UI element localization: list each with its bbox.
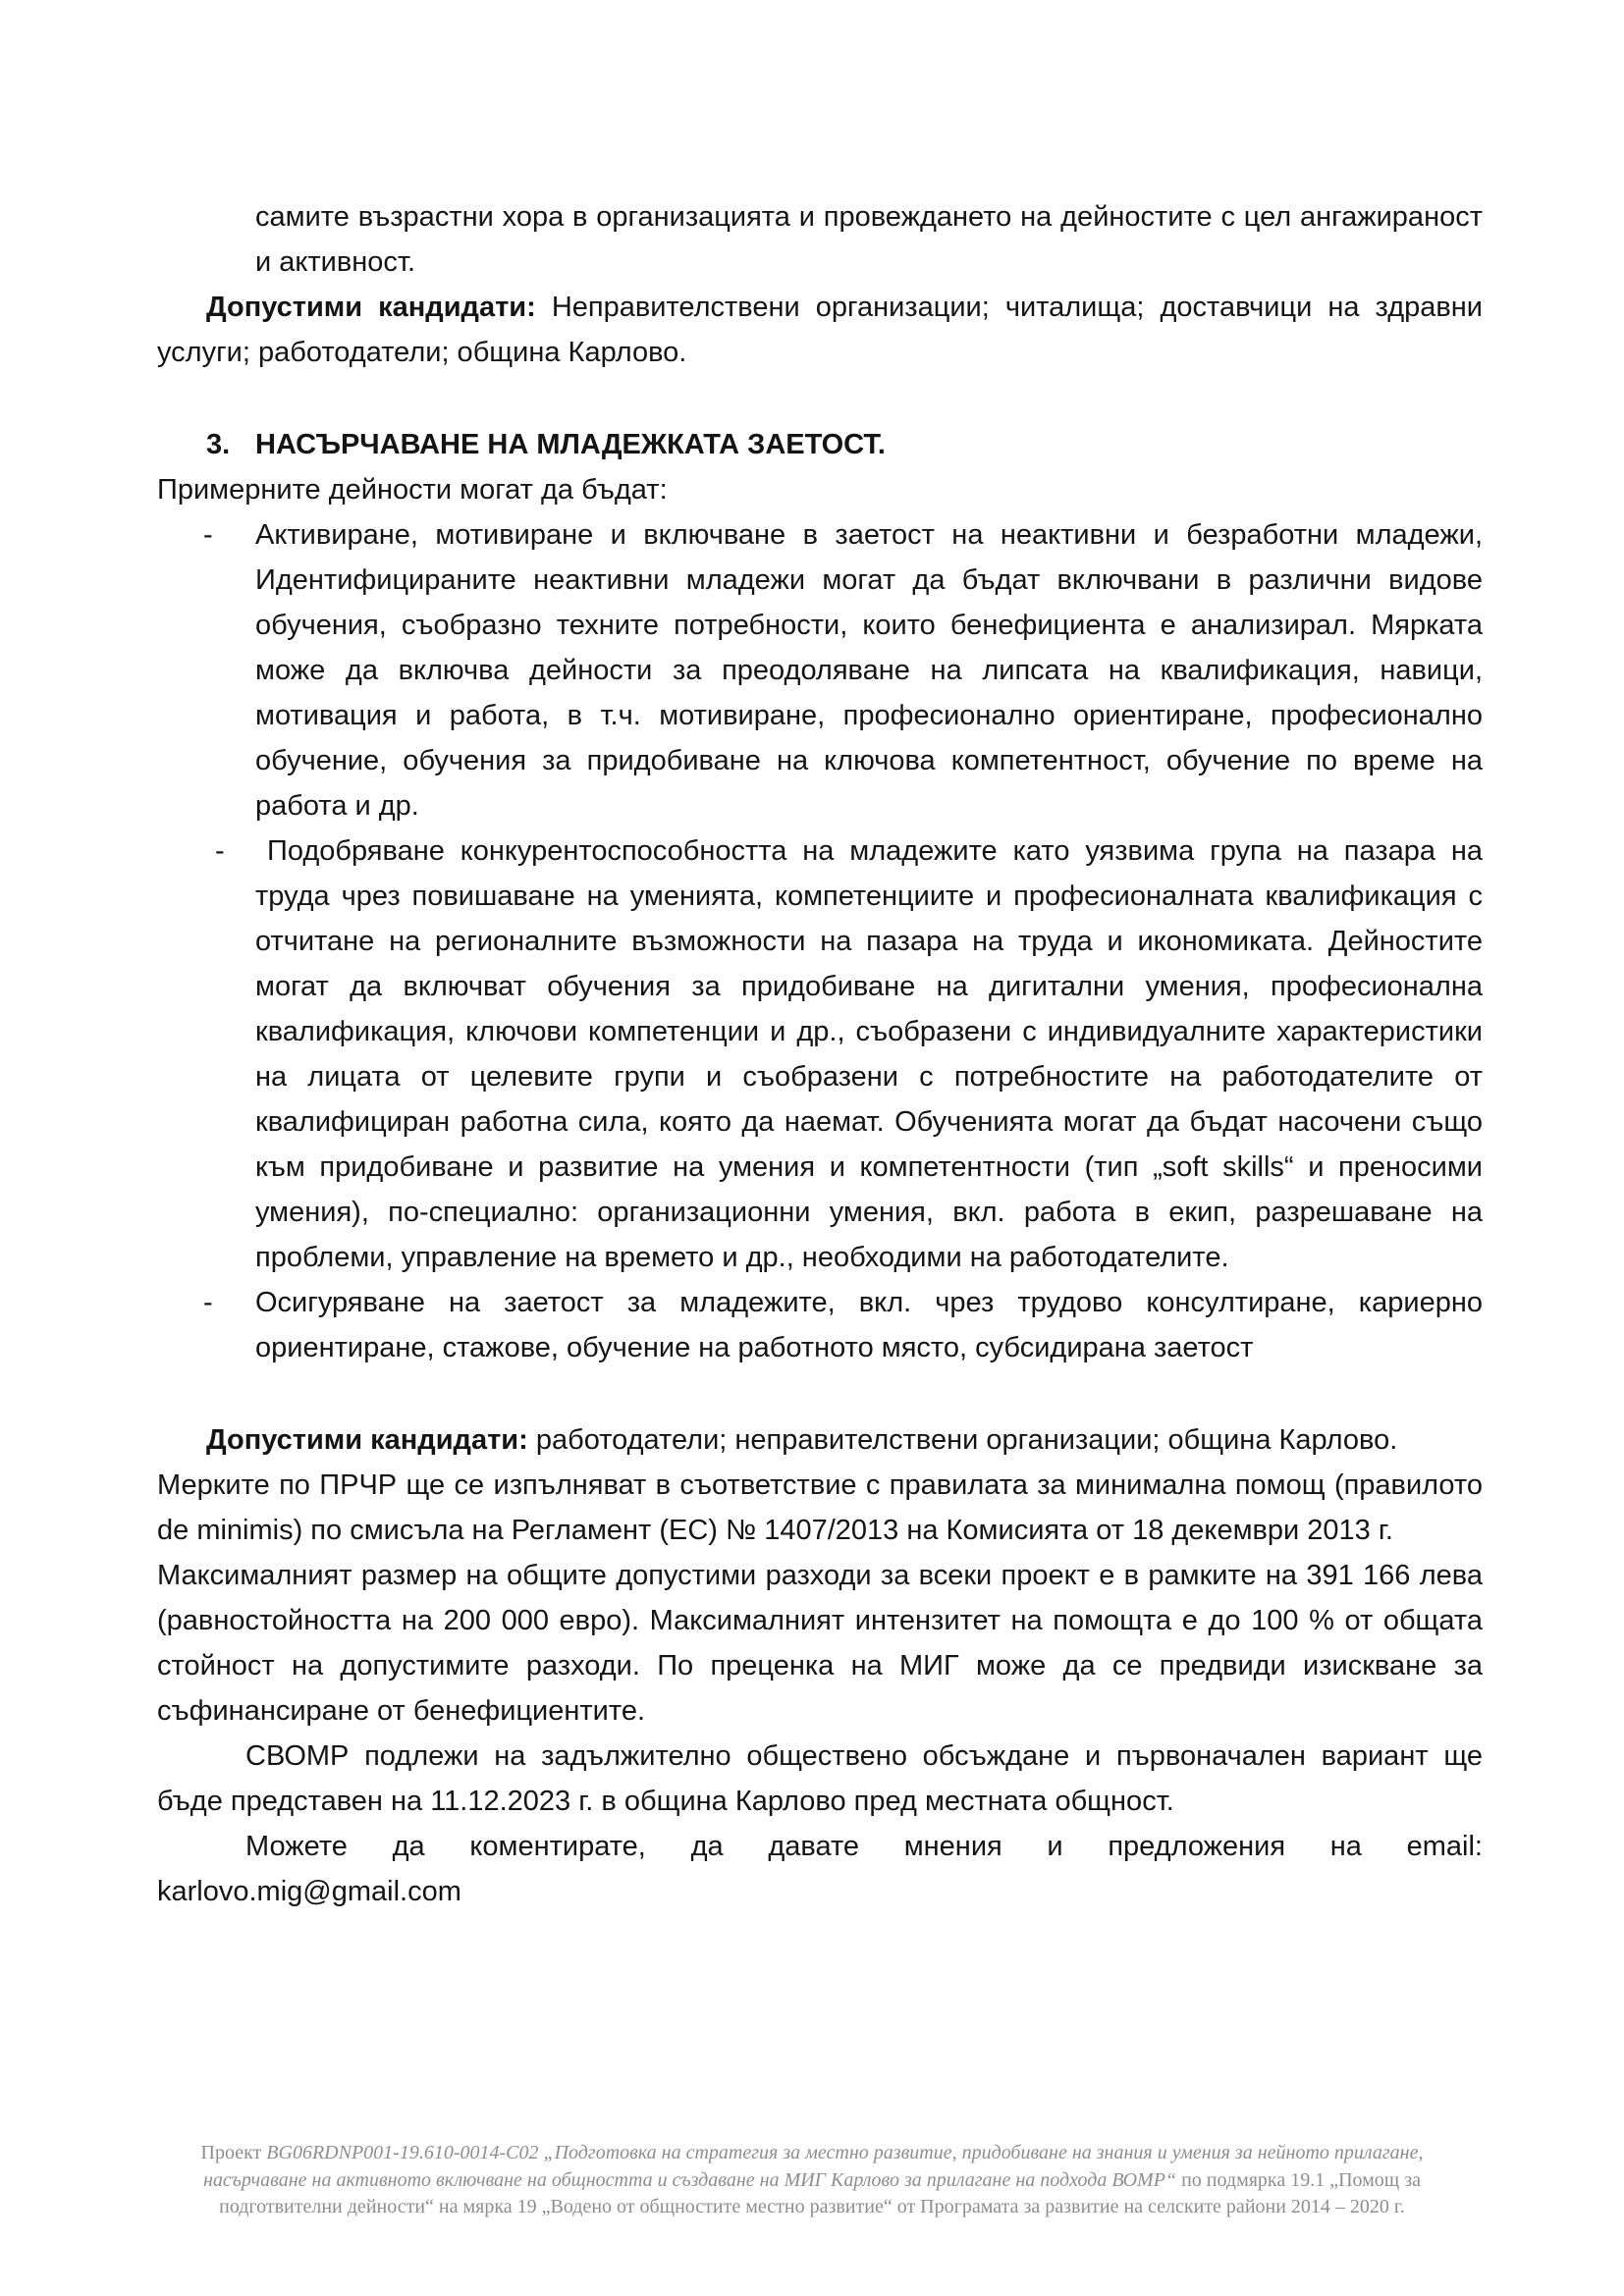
eligible-candidates-2-text: работодатели; неправителствени организации; община Карлово. [527,1424,1398,1456]
bullet-dash-2: - [215,835,225,867]
bullet-dash-3: - [203,1287,213,1318]
contact-email-text: karlovo.mig@gmail.com [157,1876,461,1907]
eligible-candidates-2-label: Допустими кандидати: [206,1424,528,1456]
paragraph-max-project-costs: Максималният размер на общите допустими разходи за всеки проект е в рамките на 391 166 лева (равностойността на 200 000 евро). Максималният интензитет на помощта е до 100 % от общата стойност на допустимите разходи. По преценка на МИГ може да се предвиди изискване за съфинансиране от бенефициентите. [157,1560,1483,1727]
bullet-text-2: Подобряване конкурентоспособността на младежите като уязвима група на пазара на труда чрез повишаване на уменията, компетенциите и професионалната квалификация с отчитане на регионалните възможности на пазара на труда и икономиката. Дейностите могат да включват обучения за придобиване на дигитални умения, професионална квалификация, ключови компетенции и др., съобразени с индивидуалните характеристики на лицата от целевите групи и съобразени с потребностите на работодателите от квалифициран работна сила, която да наемат. Обученията могат да бъдат насочени също към придобиване и развитие на умения и компетентности (тип „soft skills“ и преносими умения), по-специално: организационни умения, вкл. работа в екип, разрешаване на проблеми, управление на времето и др., необходими на работодателите. [255,835,1483,1273]
activities-intro: Примерните дейности могат да бъдат: [157,474,668,506]
section-3-number: 3. [206,429,231,460]
document-body [157,194,1483,1914]
section-3-heading [206,422,1483,467]
footer-programme-suffix: по подмярка 19.1 „Помощ за подготвителни дейности“ на мярка 19 „Водено от общностите местно развитие“ от Програмата за развитие на селските райони 2014 – 2020 г. [219,2168,1421,2217]
section-3-title: НАСЪРЧАВАНЕ НА МЛАДЕЖКАТА ЗАЕТОСТ. [255,429,886,460]
bullet-item-3 [157,1280,1483,1370]
paragraph-eligible-candidates-2 [157,1417,1483,1463]
paragraph-continuation: самите възрастни хора в организацията и провеждането на дейностите с цел ангажираност и активност. [255,201,1483,278]
paragraph-comments-invitation [157,1824,1483,1914]
bullet-text-3: Осигуряване на заетост за младежите, вкл. чрез трудово консултиране, кариерно ориентиране, стажове, обучение на работното място, субсидирана заетост [255,1287,1483,1363]
bullet-dash-1: - [203,519,213,551]
page-footer [154,2140,1470,2221]
paragraph-minimal-aid-rules: Мерките по ПРЧР ще се изпълняват в съответствие с правилата за минимална помощ (правилото de minimis) по смисъла на Регламент (ЕС) № 1407/2013 на Комисията от 18 декември 2013 г. [157,1469,1483,1546]
bullet-item-2 [157,828,1483,1280]
paragraph-eligible-candidates-1 [157,285,1483,375]
bullet-item-1 [157,512,1483,828]
footer-project-prefix: Проект [200,2142,267,2163]
comments-invitation-line: Можете да коментирате, да давате мнения и предложения на email: [245,1831,1483,1862]
eligible-candidates-1-text: Неправителствени организации; читалища; доставчици на здравни услуги; работодатели; община Карлово. [157,292,1484,368]
eligible-candidates-1-label: Допустими кандидати: [206,292,536,323]
footer-project-name-italic: BG06RDNP001-19.610-0014-C02 „Подготовка на стратегия за местно развитие, придобиване на знания и умения за нейното прилагане, насърчаване на активното включване на общността и създаване на МИГ Карлово за прилагане на подхода ВОМР“ [202,2142,1424,2191]
bullet-text-1: Активиране, мотивиране и включване в заетост на неактивни и безработни младежи, Идентифицираните неактивни младежи могат да бъдат включвани в различни видове обучения, съобразно техните потребности, които бенефициента е анализирал. Мярката може да включва дейности за преодоляване на липсата на квалификация, навици, мотивация и работа, в т.ч. мотивиране, професионално ориентиране, професионално обучение, обучения за придобиване на ключова компетентност, обучение по време на работа и др. [255,519,1483,822]
paragraph-public-discussion: СВОМР подлежи на задължително обществено обсъждане и първоначален вариант ще бъде представен на 11.12.2023 г. в община Карлово пред местната общност. [157,1740,1483,1817]
